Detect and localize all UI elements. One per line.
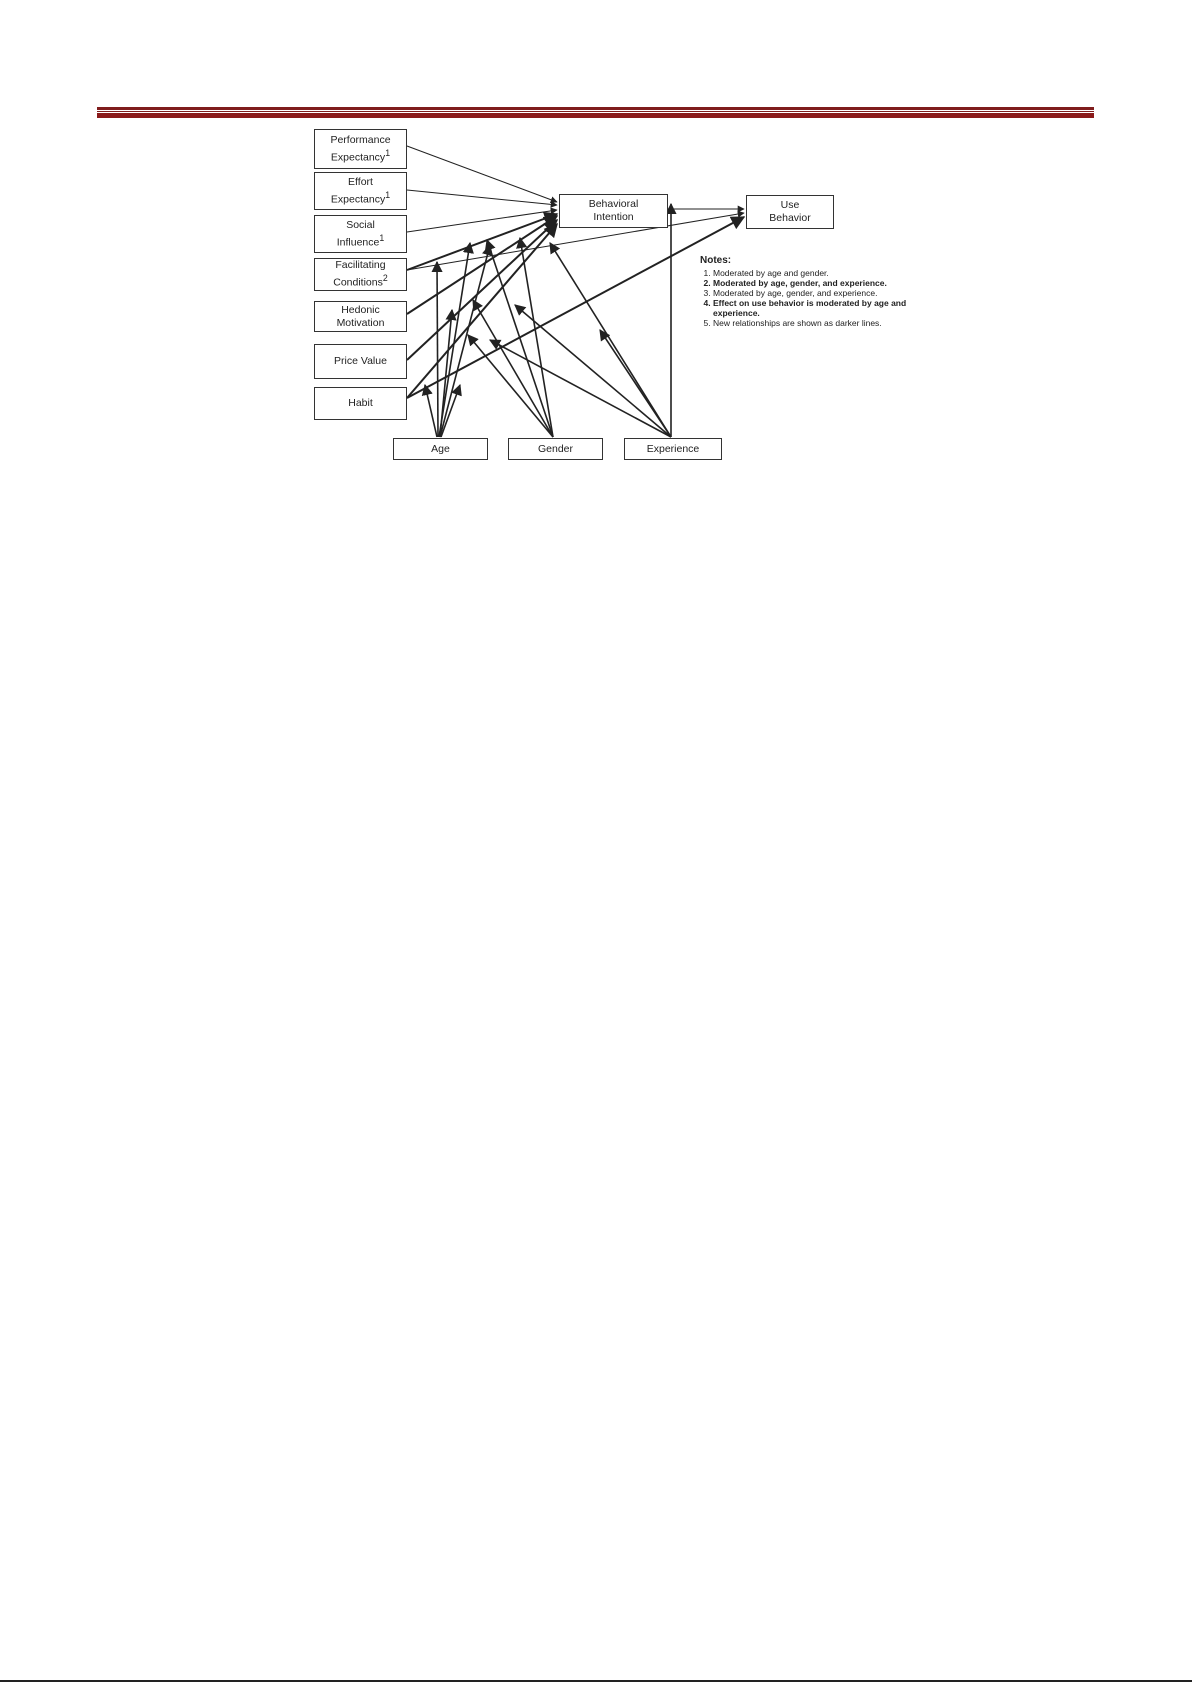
box-line: Price Value	[334, 355, 387, 367]
arrow-effort-to-intention	[407, 190, 557, 205]
arrow-gender-moderator	[520, 238, 553, 437]
age-box	[393, 438, 488, 460]
arrow-experience-moderator	[550, 243, 671, 437]
behavioral-intention-box	[559, 194, 668, 228]
effort-expectancy-box	[314, 172, 407, 210]
arrow-age-moderator	[425, 385, 437, 437]
note-item: 3. Moderated by age, gender, and experience.	[713, 288, 910, 298]
experience-box	[624, 438, 722, 460]
box-line: Expectancy	[330, 151, 386, 164]
note-item: 1. Moderated by age and gender.	[713, 268, 910, 278]
arrow-experience-moderator	[490, 340, 671, 437]
box-line: Gender	[537, 442, 574, 455]
footer-rule	[0, 1680, 1192, 1682]
note-item: 5. New relationships are shown as darker lines.	[713, 318, 910, 328]
arrow-performance-to-intention	[407, 146, 557, 202]
box-line: Use	[780, 199, 800, 211]
arrow-gender-moderator	[487, 240, 553, 437]
box-line: Performance	[330, 133, 391, 146]
note-marker: 2	[382, 273, 388, 284]
box-line: Effort	[348, 175, 373, 188]
model-diagram	[0, 0, 1192, 480]
note-item: 4. Effect on use behavior is moderated by age and experience.	[713, 298, 910, 318]
arrow-hedonic-to-intention	[407, 216, 557, 314]
box-line: Expectancy	[330, 193, 386, 206]
box-line: Hedonic	[341, 303, 380, 316]
arrow-experience-moderator	[600, 330, 671, 437]
arrow-experience-moderator	[515, 305, 671, 437]
arrow-age-moderator	[437, 262, 438, 437]
box-line: Influence	[336, 236, 380, 249]
hedonic-motivation-box	[314, 301, 407, 332]
facilitating-conditions-box	[314, 258, 407, 291]
note-marker: 1	[385, 147, 391, 158]
box-line: Experience	[646, 442, 700, 455]
note-item: 2. Moderated by age, gender, and experience.	[713, 278, 910, 288]
note-marker: 1	[379, 232, 385, 243]
box-line: Behavioral	[588, 198, 639, 210]
arrow-layer	[407, 146, 744, 437]
notes-panel	[700, 256, 910, 328]
performance-expectancy-box	[314, 129, 407, 169]
social-influence-box	[314, 215, 407, 253]
box-line: Behavior	[769, 212, 811, 224]
box-line: Age	[431, 442, 450, 455]
box-line: Habit	[348, 397, 373, 409]
box-line: Facilitating	[335, 259, 386, 272]
arrow-habit-to-intention	[407, 224, 557, 398]
use-behavior-box	[746, 195, 834, 229]
gender-box	[508, 438, 603, 460]
box-line: Intention	[593, 211, 634, 223]
habit-box	[314, 387, 407, 420]
notes-title: Notes:	[700, 255, 732, 266]
box-line: Conditions	[333, 276, 383, 289]
note-marker: 1	[385, 189, 391, 200]
arrow-social-to-intention	[407, 210, 557, 232]
box-line: Social	[346, 218, 375, 231]
notes-list	[700, 268, 910, 328]
box-line: Motivation	[336, 316, 385, 329]
price-value-box	[314, 344, 407, 379]
